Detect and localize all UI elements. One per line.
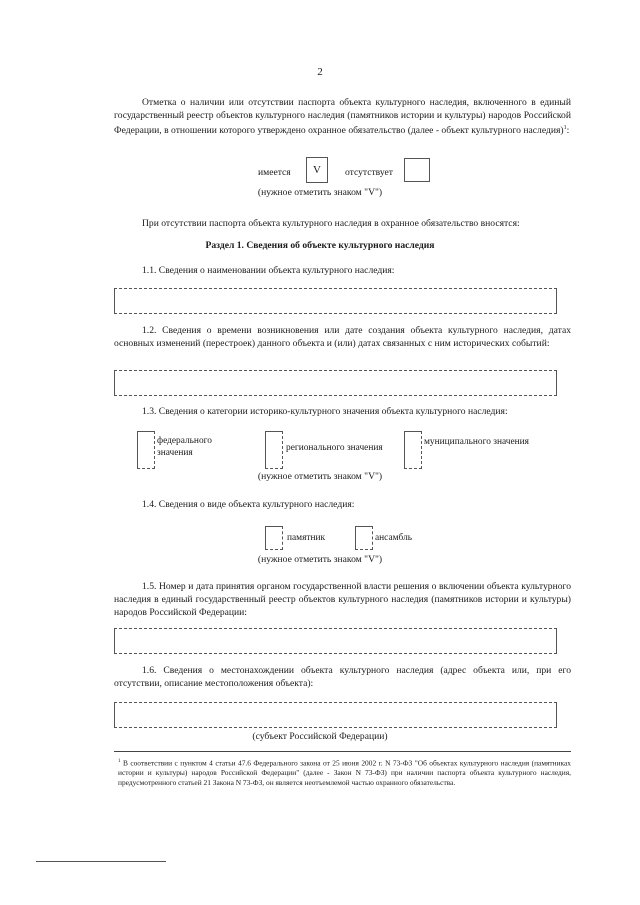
kind-ensemble-checkbox[interactable] (355, 526, 373, 550)
bottom-divider (36, 861, 166, 862)
kind-monument-label: памятник (287, 533, 326, 543)
cat-municipal-checkbox[interactable] (404, 431, 422, 469)
passport-text: Отметка о наличии или отсутствии паспорта объекта культурного наследия, включенного в единый государственный реестр объектов культурного наследия (памятников истории и культуры) народов Российской Федерации, в отношении которого утверждено охранное обязательство (далее - объект культурного наследия) (114, 97, 571, 137)
cat-regional-checkbox[interactable] (265, 431, 283, 469)
q1-3-hint: (нужное отметить знаком "V") (257, 471, 383, 482)
passport-absent-checkbox[interactable] (404, 158, 430, 182)
subject-caption: (субъект Российской Федерации) (252, 731, 388, 742)
kind-ensemble-label: ансамбль (375, 533, 413, 543)
passport-hint: (нужное отметить знаком "V") (257, 187, 383, 198)
cat-municipal-label: муниципального значения (424, 437, 529, 447)
q1-4-label: 1.4. Сведения о виде объекта культурного наследия: (142, 499, 355, 510)
footnote (118, 757, 571, 787)
section-title: Раздел 1. Сведения об объекте культурного наследия (205, 240, 435, 251)
q1-2-label: 1.2. Сведения о времени возникновения или дате создания объекта культурного наследия, датах основных изменений (перестроек) данного объекта и (или) датах связанных с ним исторических событий: (114, 325, 571, 350)
footnote-separator (114, 751, 571, 752)
passport-exists-label: имеется (258, 167, 291, 178)
footnote-text: В соответствии с пунктом 4 статьи 47.6 Федерального закона от 25 июня 2002 г. N 73-ФЗ "Об объектах культурного наследия (памятниках истории и культуры) народов Российской Федерации" (далее - Закон N 73-ФЗ) при наличии паспорта объекта культурного наследия, предусмотренного статьей 21 Закона N 73-ФЗ, он является неотъемлемой частью охранного обязательства. (118, 758, 571, 787)
q1-2-field[interactable] (114, 370, 557, 396)
passport-absent-label: отсутствует (345, 167, 393, 178)
passport-paragraph: Отметка о наличии или отсутствии паспорта объекта культурного наследия, включенного в единый государственный реестр объектов культурного наследия (памятников истории и культуры) народов Российской Федерации, в отношении которого утверждено охранное обязательство (далее - объект культурного наследия)$^1$: (114, 97, 571, 137)
q1-4-hint: (нужное отметить знаком "V") (257, 554, 383, 565)
intro-text: При отсутствии паспорта объекта культурного наследия в охранное обязательство вносятся: (142, 218, 520, 229)
q1-6-label: 1.6. Сведения о местонахождении объекта культурного наследия (адрес объекта или, при его отсутствии, описание местоположения объекта): (114, 665, 571, 690)
q1-1-label: 1.1. Сведения о наименовании объекта культурного наследия: (142, 265, 395, 276)
q1-1-field[interactable] (114, 288, 557, 314)
q1-3-label: 1.3. Сведения о категории историко-культурного значения объекта культурного наследия: (142, 406, 508, 417)
kind-monument-checkbox[interactable] (265, 526, 283, 550)
passport-exists-checkbox[interactable]: V (306, 157, 328, 183)
footnote-mark: 1 (118, 759, 121, 764)
cat-federal-label: федерального значения (157, 436, 212, 458)
page-number: 2 (317, 66, 323, 78)
q1-5-label: 1.5. Номер и дата принятия органом государственной власти решения о включении объекта культурного наследия в единый государственный реестр объектов культурного наследия (памятников истории и культуры) народов Российской Федерации: (114, 581, 571, 619)
cat-federal-checkbox[interactable] (137, 431, 155, 469)
footnote-ref: 1 (563, 125, 567, 132)
q1-6-field[interactable] (114, 702, 557, 728)
cat-regional-label: регионального значения (286, 443, 383, 453)
q1-5-field[interactable] (114, 628, 557, 654)
